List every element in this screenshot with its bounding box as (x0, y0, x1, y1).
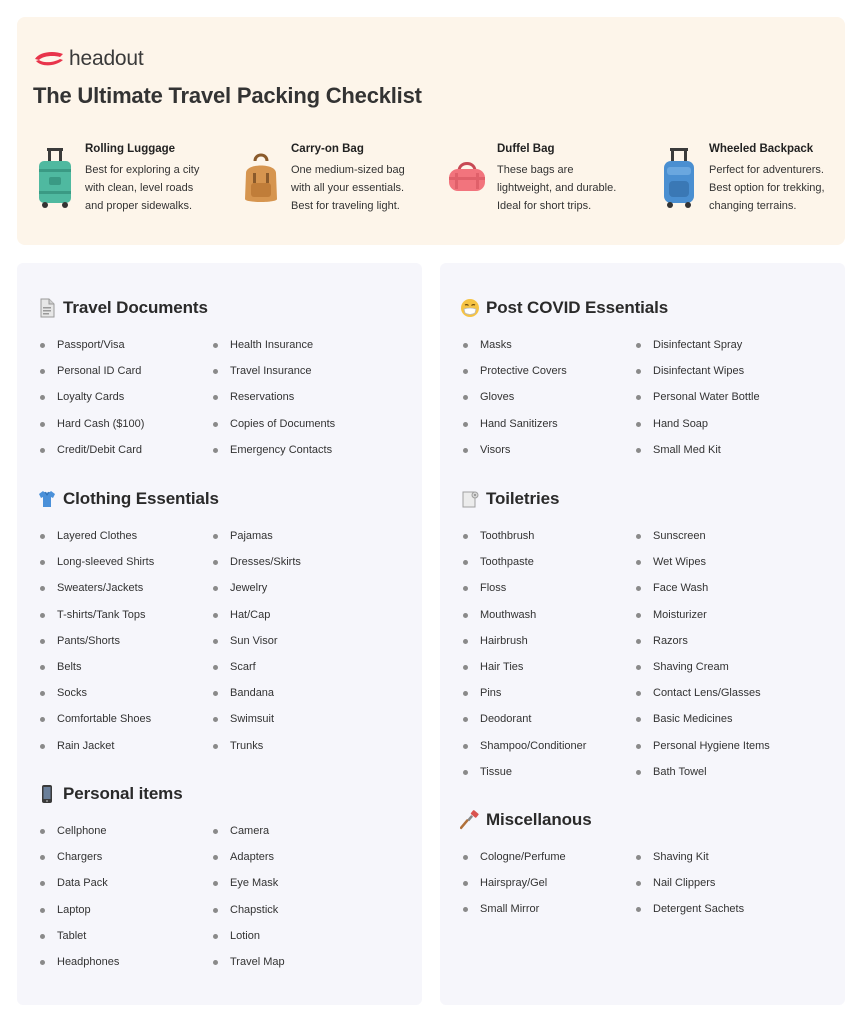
page-title: The Ultimate Travel Packing Checklist (33, 83, 422, 108)
checklist-item (210, 530, 301, 556)
checklist-item (37, 530, 154, 556)
bullet-icon (213, 343, 218, 348)
bullet-icon (213, 908, 218, 913)
bullet-icon (40, 744, 45, 749)
header-card (17, 17, 845, 245)
bullet-icon (40, 717, 45, 722)
bullet-icon (636, 448, 641, 453)
checklist-item-label: Hand Soap (653, 417, 709, 430)
checklist-item-label: Scarf (230, 660, 256, 673)
checklist-item (460, 556, 586, 582)
checklist-item (633, 530, 770, 556)
checklist-item-label: Swimsuit (230, 713, 275, 726)
bullet-icon (636, 855, 641, 860)
bullet-icon (213, 613, 218, 618)
checklist-item-label: Pins (480, 687, 502, 700)
wheeled-backpack-icon (659, 147, 699, 209)
checklist-item-label: Toothpaste (480, 556, 534, 569)
bullet-icon (463, 613, 468, 618)
checklist-item-label: Rain Jacket (57, 739, 115, 752)
checklist-item-label: Camera (230, 825, 270, 837)
section-title: Travel Documents (63, 298, 208, 317)
checklist-item (633, 903, 744, 929)
section-clothing-essentials (37, 487, 407, 752)
checklist-item (210, 851, 285, 877)
bullet-icon (40, 560, 45, 565)
checklist-item (37, 740, 154, 766)
checklist-item-label: Passport/Visa (57, 339, 125, 351)
bullet-icon (40, 691, 45, 696)
checklist-item-label: Detergent Sachets (653, 903, 745, 916)
right-checklist-panel (440, 263, 845, 1005)
checklist-item-label: Visors (480, 443, 511, 456)
checklist-item (37, 851, 119, 877)
checklist-item (210, 365, 335, 391)
bullet-icon (40, 665, 45, 670)
bag-desc-line: Ideal for short trips. (497, 200, 592, 212)
bag-desc-line: Best for traveling light. (291, 200, 400, 212)
checklist-item-label: Hat/Cap (230, 608, 271, 621)
section-title: Toiletries (486, 489, 560, 508)
checklist-item-label: Chargers (57, 851, 103, 864)
checklist-item (37, 391, 144, 417)
section-title: Post COVID Essentials (486, 298, 669, 317)
checklist-item (37, 609, 154, 635)
checklist-item-label: Reservations (230, 391, 295, 404)
bag-desc-line: These bags are (497, 164, 574, 176)
checklist-item-label: Sun Visor (230, 634, 278, 647)
checklist-item-label: Bandana (230, 687, 275, 700)
checklist-item-label: Personal Hygiene Items (653, 739, 770, 752)
checklist-item-label: Shampoo/Conditioner (480, 739, 587, 752)
bullet-icon (463, 560, 468, 565)
checklist-item-label: Hairspray/Gel (480, 877, 548, 890)
section-title: Personal items (63, 784, 183, 803)
checklist-item-label: Lotion (230, 929, 260, 942)
bag-desc-line: lightweight, and durable. (497, 182, 617, 194)
checklist-item (460, 766, 586, 792)
checklist-item (210, 956, 285, 982)
checklist-item (460, 365, 567, 391)
brand-name: headout (69, 47, 144, 70)
checklist-item-label: Layered Clothes (57, 530, 138, 542)
checklist-item-label: Floss (480, 582, 507, 595)
bullet-icon (40, 960, 45, 965)
checklist-item (633, 339, 760, 365)
checklist-item-label: Deodorant (480, 713, 532, 726)
bullet-icon (213, 534, 218, 539)
checklist-item-label: Disinfectant Spray (653, 339, 743, 351)
bullet-icon (213, 829, 218, 834)
bullet-icon (213, 960, 218, 965)
bag-desc-line: One medium-sized bag (291, 164, 405, 176)
bag-desc-line: with clean, level roads (85, 182, 194, 194)
bullet-icon (636, 613, 641, 618)
bullet-icon (40, 586, 45, 591)
checklist-item-label: Pants/Shorts (57, 634, 120, 647)
checklist-item-label: Belts (57, 660, 82, 673)
bullet-icon (213, 395, 218, 400)
bag-desc-line: Best option for trekking, (709, 182, 825, 194)
duffel-bag-icon (447, 147, 487, 209)
checklist-item-label: Credit/Debit Card (57, 443, 142, 456)
checklist-item (633, 582, 770, 608)
bullet-icon (40, 829, 45, 834)
checklist-item-label: Protective Covers (480, 365, 567, 378)
checklist-item-label: Personal ID Card (57, 365, 142, 378)
checklist-item-label: Jewelry (230, 582, 268, 595)
checklist-item (37, 365, 144, 391)
bullet-icon (40, 881, 45, 886)
bullet-icon (636, 744, 641, 749)
checklist-item (633, 556, 770, 582)
bullet-icon (40, 639, 45, 644)
checklist-item (460, 339, 567, 365)
checklist-item-label: Tablet (57, 929, 87, 942)
checklist-item-label: Hairbrush (480, 634, 528, 647)
checklist-item (37, 877, 119, 903)
checklist-item-label: Laptop (57, 903, 91, 916)
checklist-item (210, 713, 301, 739)
toilet-paper-icon (460, 489, 480, 509)
bullet-icon (40, 613, 45, 618)
checklist-item (210, 609, 301, 635)
bullet-icon (213, 855, 218, 860)
rolling-luggage-icon (35, 147, 75, 209)
checklist-item-label: Hair Ties (480, 660, 524, 673)
bullet-icon (463, 881, 468, 886)
bullet-icon (40, 369, 45, 374)
checklist-item (210, 582, 301, 608)
checklist-item (37, 339, 144, 365)
checklist-item-label: Tissue (480, 765, 512, 778)
checklist-item (460, 635, 586, 661)
checklist-item-label: Health Insurance (230, 339, 314, 351)
checklist-item-label: Travel Insurance (230, 365, 312, 378)
bullet-icon (636, 770, 641, 775)
section-post-covid-essentials (460, 296, 830, 456)
checklist-item-label: Small Mirror (480, 903, 540, 916)
bag-title: Carry-on Bag (291, 143, 364, 155)
bag-desc-line: and proper sidewalks. (85, 200, 193, 212)
checklist-item (633, 687, 770, 713)
checklist-item (460, 444, 567, 470)
checklist-item-label: Cologne/Perfume (480, 851, 566, 863)
checklist-item-label: Personal Water Bottle (653, 391, 760, 404)
checklist-item (210, 391, 335, 417)
checklist-item-label: Face Wash (653, 582, 709, 595)
checklist-item (633, 740, 770, 766)
checklist-item (633, 391, 760, 417)
checklist-item (460, 687, 586, 713)
razor-icon (460, 810, 480, 830)
checklist-item-label: Shaving Cream (653, 660, 729, 673)
checklist-item-label: Pajamas (230, 530, 273, 542)
checklist-item (37, 825, 119, 851)
bullet-icon (463, 534, 468, 539)
checklist-item (460, 877, 566, 903)
bullet-icon (213, 881, 218, 886)
bullet-icon (213, 717, 218, 722)
bullet-icon (213, 639, 218, 644)
checklist-item-label: Eye Mask (230, 877, 279, 890)
bullet-icon (213, 934, 218, 939)
checklist-item-label: Travel Map (230, 955, 285, 968)
checklist-item (210, 877, 285, 903)
checklist-item (210, 556, 301, 582)
bullet-icon (636, 534, 641, 539)
bullet-icon (636, 560, 641, 565)
bullet-icon (636, 586, 641, 591)
bullet-icon (636, 639, 641, 644)
checklist-item-label: Hand Sanitizers (480, 417, 558, 430)
bullet-icon (636, 907, 641, 912)
checklist-item (37, 582, 154, 608)
section-title: Miscellanous (486, 810, 592, 829)
bullet-icon (463, 770, 468, 775)
bullet-icon (40, 448, 45, 453)
bullet-icon (636, 343, 641, 348)
bullet-icon (463, 665, 468, 670)
checklist-item-label: Shaving Kit (653, 851, 709, 863)
checklist-item (460, 661, 586, 687)
checklist-item-label: Disinfectant Wipes (653, 365, 745, 378)
bullet-icon (213, 665, 218, 670)
phone-icon (37, 784, 57, 804)
bullet-icon (463, 422, 468, 427)
checklist-item-label: Masks (480, 339, 512, 351)
checklist-item-label: Adapters (230, 851, 275, 864)
checklist-item (37, 661, 154, 687)
checklist-item-label: Comfortable Shoes (57, 713, 152, 726)
checklist-item (210, 825, 285, 851)
bullet-icon (213, 691, 218, 696)
checklist-item-label: Mouthwash (480, 608, 537, 621)
checklist-item (633, 609, 770, 635)
left-checklist-panel (17, 263, 422, 1005)
bullet-icon (636, 717, 641, 722)
document-icon (37, 298, 57, 318)
bullet-icon (463, 395, 468, 400)
bullet-icon (463, 717, 468, 722)
bullet-icon (40, 908, 45, 913)
bullet-icon (463, 448, 468, 453)
section-title: Clothing Essentials (63, 489, 219, 508)
bullet-icon (636, 881, 641, 886)
checklist-item-label: Emergency Contacts (230, 443, 333, 456)
checklist-item-label: Nail Clippers (653, 877, 716, 890)
checklist-item (460, 713, 586, 739)
bullet-icon (463, 343, 468, 348)
checklist-item-label: Gloves (480, 391, 515, 404)
bullet-icon (213, 422, 218, 427)
bullet-icon (40, 534, 45, 539)
checklist-item (210, 339, 335, 365)
bullet-icon (636, 665, 641, 670)
section-personal-items (37, 782, 407, 968)
checklist-item-label: Basic Medicines (653, 713, 733, 726)
checklist-item (37, 713, 154, 739)
checklist-item-label: Copies of Documents (230, 417, 336, 430)
checklist-item (633, 635, 770, 661)
checklist-item (633, 365, 760, 391)
checklist-item-label: Moisturizer (653, 608, 707, 621)
bullet-icon (40, 422, 45, 427)
checklist-item-label: Razors (653, 634, 688, 647)
bag-desc-line: changing terrains. (709, 200, 797, 212)
bullet-icon (463, 639, 468, 644)
bullet-icon (636, 422, 641, 427)
checklist-item-label: Sweaters/Jackets (57, 582, 144, 595)
bullet-icon (213, 744, 218, 749)
checklist-item (460, 391, 567, 417)
section-travel-documents (37, 296, 407, 456)
checklist-item-label: Contact Lens/Glasses (653, 687, 761, 700)
section-toiletries (460, 487, 830, 778)
bag-desc-line: Best for exploring a city (85, 164, 200, 176)
checklist-item-label: Sunscreen (653, 530, 706, 542)
shirt-icon (37, 489, 57, 509)
checklist-item (460, 418, 567, 444)
bullet-icon (636, 691, 641, 696)
bullet-icon (213, 448, 218, 453)
checklist-item (37, 687, 154, 713)
checklist-item (210, 740, 301, 766)
checklist-item-label: Bath Towel (653, 765, 707, 778)
bullet-icon (463, 369, 468, 374)
checklist-item-label: Loyalty Cards (57, 391, 125, 404)
checklist-item-label: Trunks (230, 739, 264, 752)
checklist-item (633, 851, 744, 877)
bullet-icon (213, 586, 218, 591)
bullet-icon (463, 691, 468, 696)
checklist-item-label: Toothbrush (480, 530, 535, 542)
bag-title: Rolling Luggage (85, 143, 176, 155)
bullet-icon (213, 560, 218, 565)
checklist-item (37, 418, 144, 444)
bullet-icon (463, 855, 468, 860)
headout-logo[interactable] (33, 47, 144, 71)
checklist-item (37, 444, 144, 470)
checklist-item (460, 530, 586, 556)
bullet-icon (463, 586, 468, 591)
checklist-item (37, 556, 154, 582)
checklist-item (210, 444, 335, 470)
checklist-item-label: Chapstick (230, 903, 279, 916)
checklist-item-label: Hard Cash ($100) (57, 417, 145, 430)
checklist-item-label: T-shirts/Tank Tops (57, 608, 146, 621)
headout-logo-icon (33, 49, 65, 69)
checklist-item (37, 956, 119, 982)
checklist-item (210, 687, 301, 713)
bullet-icon (463, 744, 468, 749)
bullet-icon (463, 907, 468, 912)
bullet-icon (40, 343, 45, 348)
bag-desc-line: Perfect for adventurers. (709, 164, 824, 176)
checklist-item (37, 930, 119, 956)
checklist-item-label: Socks (57, 687, 87, 700)
checklist-item (210, 418, 335, 444)
checklist-item (210, 930, 285, 956)
checklist-item (633, 877, 744, 903)
checklist-item (210, 904, 285, 930)
checklist-item (633, 418, 760, 444)
checklist-item (633, 766, 770, 792)
bullet-icon (636, 369, 641, 374)
bullet-icon (40, 934, 45, 939)
checklist-item-label: Long-sleeved Shirts (57, 556, 155, 569)
checklist-item (460, 740, 586, 766)
checklist-item-label: Dresses/Skirts (230, 556, 301, 569)
bullet-icon (636, 395, 641, 400)
checklist-item (460, 851, 566, 877)
mask-face-icon (460, 298, 480, 318)
checklist-item-label: Cellphone (57, 825, 107, 837)
checklist-item-label: Headphones (57, 955, 120, 968)
bullet-icon (40, 855, 45, 860)
checklist-item (633, 713, 770, 739)
section-miscellanous (460, 808, 830, 916)
bullet-icon (213, 369, 218, 374)
bag-title: Wheeled Backpack (709, 143, 814, 155)
checklist-item (633, 661, 770, 687)
checklist-item-label: Small Med Kit (653, 443, 721, 456)
checklist-item (37, 904, 119, 930)
checklist-item-label: Data Pack (57, 877, 108, 890)
bag-desc-line: with all your essentials. (291, 182, 405, 194)
checklist-item (210, 635, 301, 661)
checklist-item (37, 635, 154, 661)
carry-on-bag-icon (241, 147, 281, 209)
bag-title: Duffel Bag (497, 143, 555, 155)
checklist-item (633, 444, 760, 470)
bullet-icon (40, 395, 45, 400)
checklist-item-label: Wet Wipes (653, 556, 706, 569)
checklist-item (460, 903, 566, 929)
checklist-item (460, 609, 586, 635)
checklist-item (210, 661, 301, 687)
checklist-item (460, 582, 586, 608)
